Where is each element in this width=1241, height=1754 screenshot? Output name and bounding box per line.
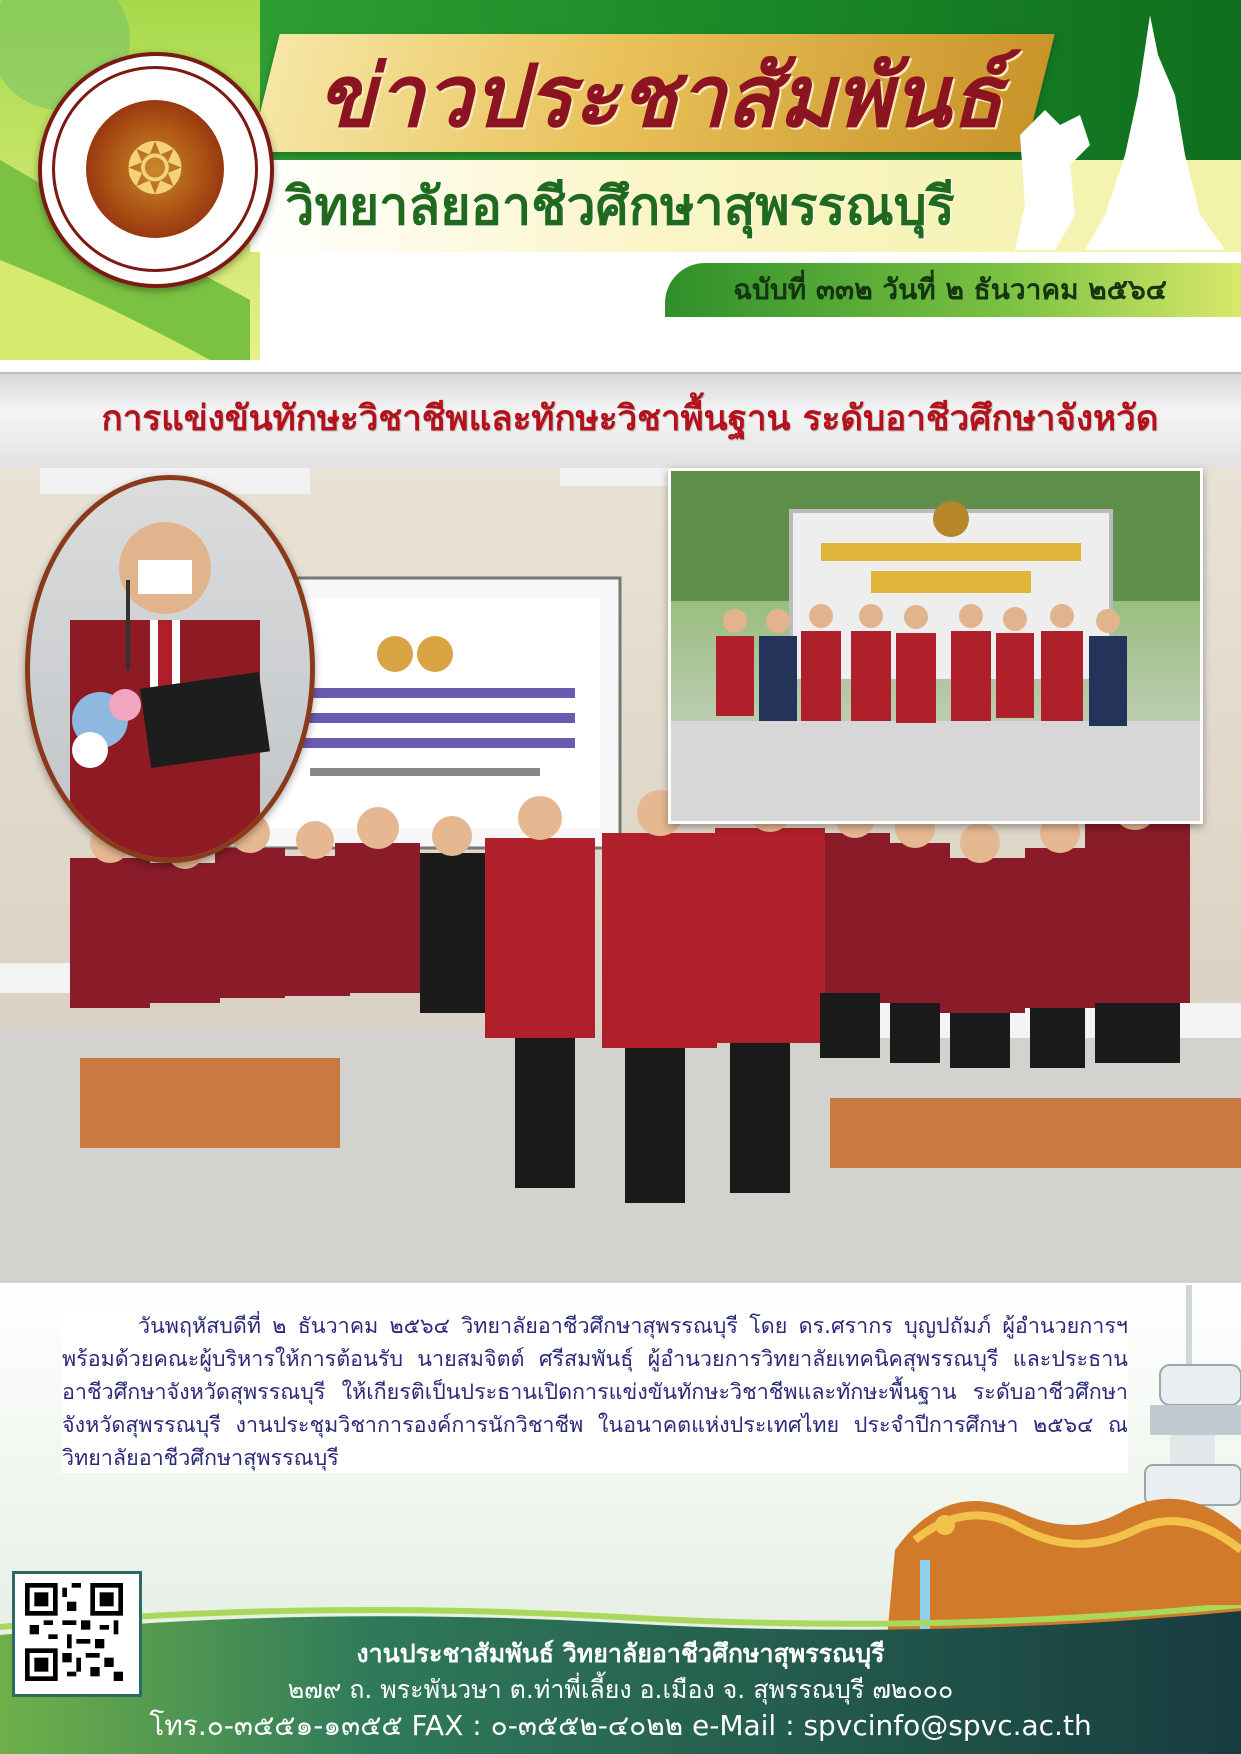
footer-address: ๒๗๙ ถ. พระพันวษา ต.ท่าพี่เลี้ยง อ.เมือง จ. สุพรรณบุรี ๗๒๐๐๐ — [287, 1675, 954, 1704]
body-paragraph: วันพฤหัสบดีที่ ๒ ธันวาคม ๒๕๖๔ วิทยาลัยอาชีวศึกษาสุพรรณบุรี โดย ดร.ศรากร บุญปถัมภ์ ผู้อำนวยการฯ พร้อมด้วยคณะผู้บริหารให้การต้อนรับ นายสมจิตต์ ศรีสมพันธุ์ ผู้อำนวยการวิทยาลัยเทคนิคสุพรรณบุรี และประธานอาชีวศึกษาจังหวัดสุพรรณบุรี ให้เกียรติเป็นประธานเปิดการแข่งขันทักษะวิชาชีพและทักษะพื้นฐาน ระดับอาชีวศึกษาจังหวัดสุพรรณบุรี งานประชุมวิชาการองค์การนักวิชาชีพ ในอนาคตแห่งประเทศไทย ประจำปีการศึกษา ๒๕๖๔ ณ วิทยาลัยอาชีวศึกษาสุพรรณบุรี — [62, 1314, 1128, 1471]
headline: การแข่งขันทักษะวิชาชีพและทักษะวิชาพื้นฐาน ระดับอาชีวศึกษาจังหวัด — [101, 399, 1159, 439]
footer-department: งานประชาสัมพันธ์ วิทยาลัยอาชีวศึกษาสุพรรณบุรี — [356, 1639, 885, 1668]
college-name: วิทยาลัยอาชีวศึกษาสุพรรณบุรี — [285, 177, 955, 237]
speaker-photo — [25, 475, 315, 863]
welcome-sign-photo — [668, 468, 1203, 824]
newsletter-title: ข่าวประชาสัมพันธ์ — [316, 47, 1004, 147]
header — [0, 0, 1241, 370]
pagoda-statue-icon — [1000, 15, 1241, 250]
logo-emblem-icon: ❂ — [125, 128, 185, 210]
footer-contact: โทร.๐-๓๕๕๑-๑๓๕๕ FAX : ๐-๓๕๕๒-๔๐๒๒ e-Mail : spvcinfo@spvc.ac.th — [149, 1709, 1092, 1742]
welcome-photo-art — [671, 471, 1200, 821]
issue-info: ฉบับที่ ๓๓๒ วันที่ ๒ ธันวาคม ๒๕๖๔ — [733, 273, 1167, 306]
speaker-photo-art — [30, 480, 310, 858]
